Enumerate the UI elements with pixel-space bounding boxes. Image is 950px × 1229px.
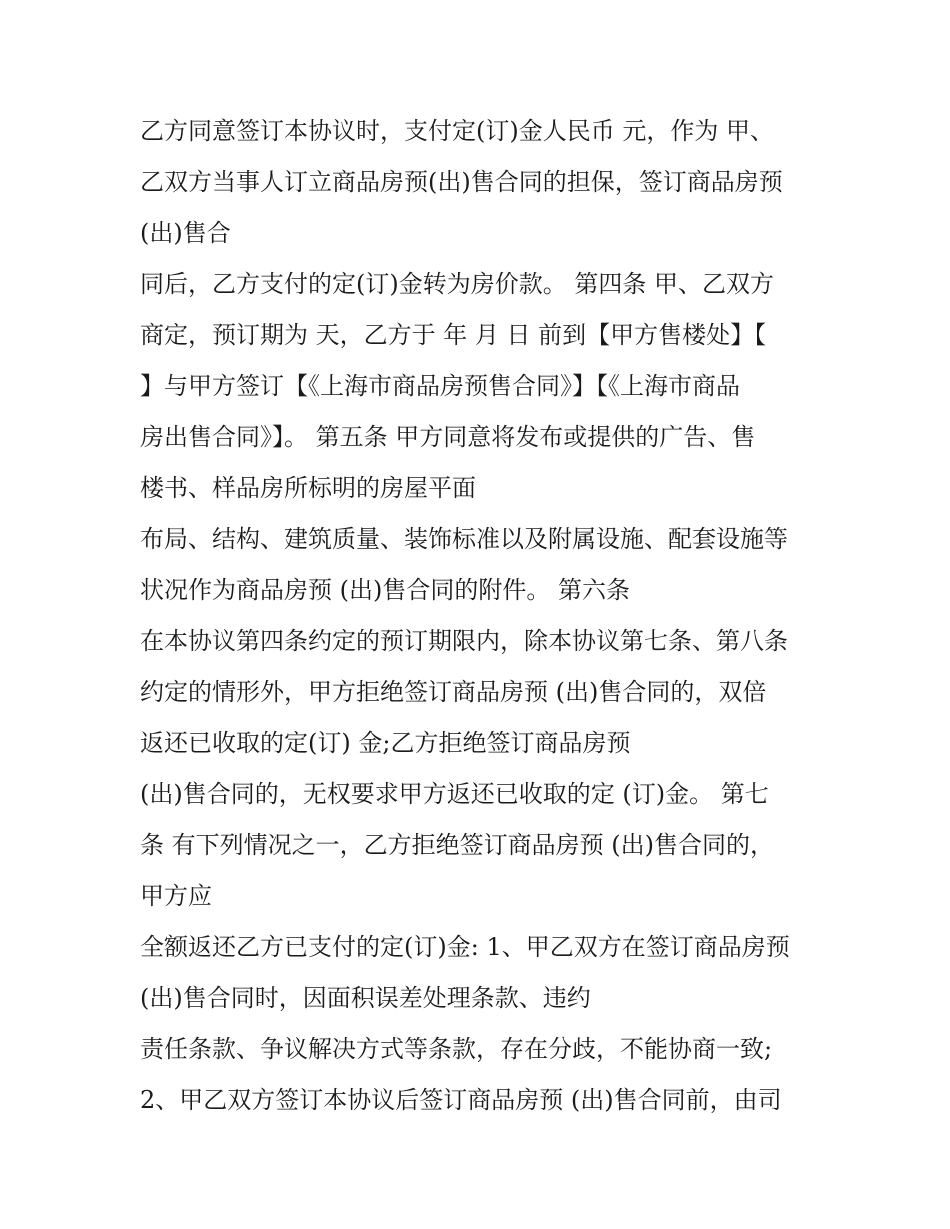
text-line: 条 有下列情况之一，乙方拒绝签订商品房预 (出)售合同的， <box>140 831 774 859</box>
text-line: 甲方应 <box>140 882 212 910</box>
text-line: 约定的情形外，甲方拒绝签订商品房预 (出)售合同的，双倍 <box>140 678 767 706</box>
text-line: (出)售合同时，因面积误差处理条款、违约 <box>140 984 591 1012</box>
text-line: 乙双方当事人订立商品房预(出)售合同的担保，签订商品房预 <box>140 168 783 196</box>
text-line: (出)售合同的，无权要求甲方返还已收取的定 (订)金。 第七 <box>140 780 769 808</box>
text-line: 全额返还乙方已支付的定(订)金: 1、甲乙双方在签订商品房预 <box>140 933 790 961</box>
text-line: 同后，乙方支付的定(订)金转为房价款。 第四条 甲、乙双方 <box>140 270 774 298</box>
text-line: 返还已收取的定(订) 金;乙方拒绝签订商品房预 <box>140 729 631 757</box>
text-line: 】与甲方签订【《上海市商品房预售合同》】【《上海市商品 <box>140 372 740 400</box>
text-line: 在本协议第四条约定的预订期限内，除本协议第七条、第八条 <box>140 627 788 655</box>
text-line: 状况作为商品房预 (出)售合同的附件。 第六条 <box>140 576 630 604</box>
text-line: 房出售合同》】。 第五条 甲方同意将发布或提供的广告、售 <box>140 423 756 451</box>
text-line: 商定，预订期为 天，乙方于 年 月 日 前到【甲方售楼处】【 <box>140 321 767 349</box>
text-line: 布局、结构、建筑质量、装饰标准以及附属设施、配套设施等 <box>140 525 788 553</box>
text-line: (出)售合 <box>140 219 231 247</box>
text-line: 2、甲乙双方签订本协议后签订商品房预 (出)售合同前，由司 <box>140 1086 782 1114</box>
text-line: 楼书、样品房所标明的房屋平面 <box>140 474 476 502</box>
text-line: 责任条款、争议解决方式等条款，存在分歧，不能协商一致; <box>140 1035 773 1063</box>
document-body <box>140 106 830 1126</box>
text-line: 乙方同意签订本协议时，支付定(订)金人民币 元，作为 甲、 <box>140 117 774 145</box>
